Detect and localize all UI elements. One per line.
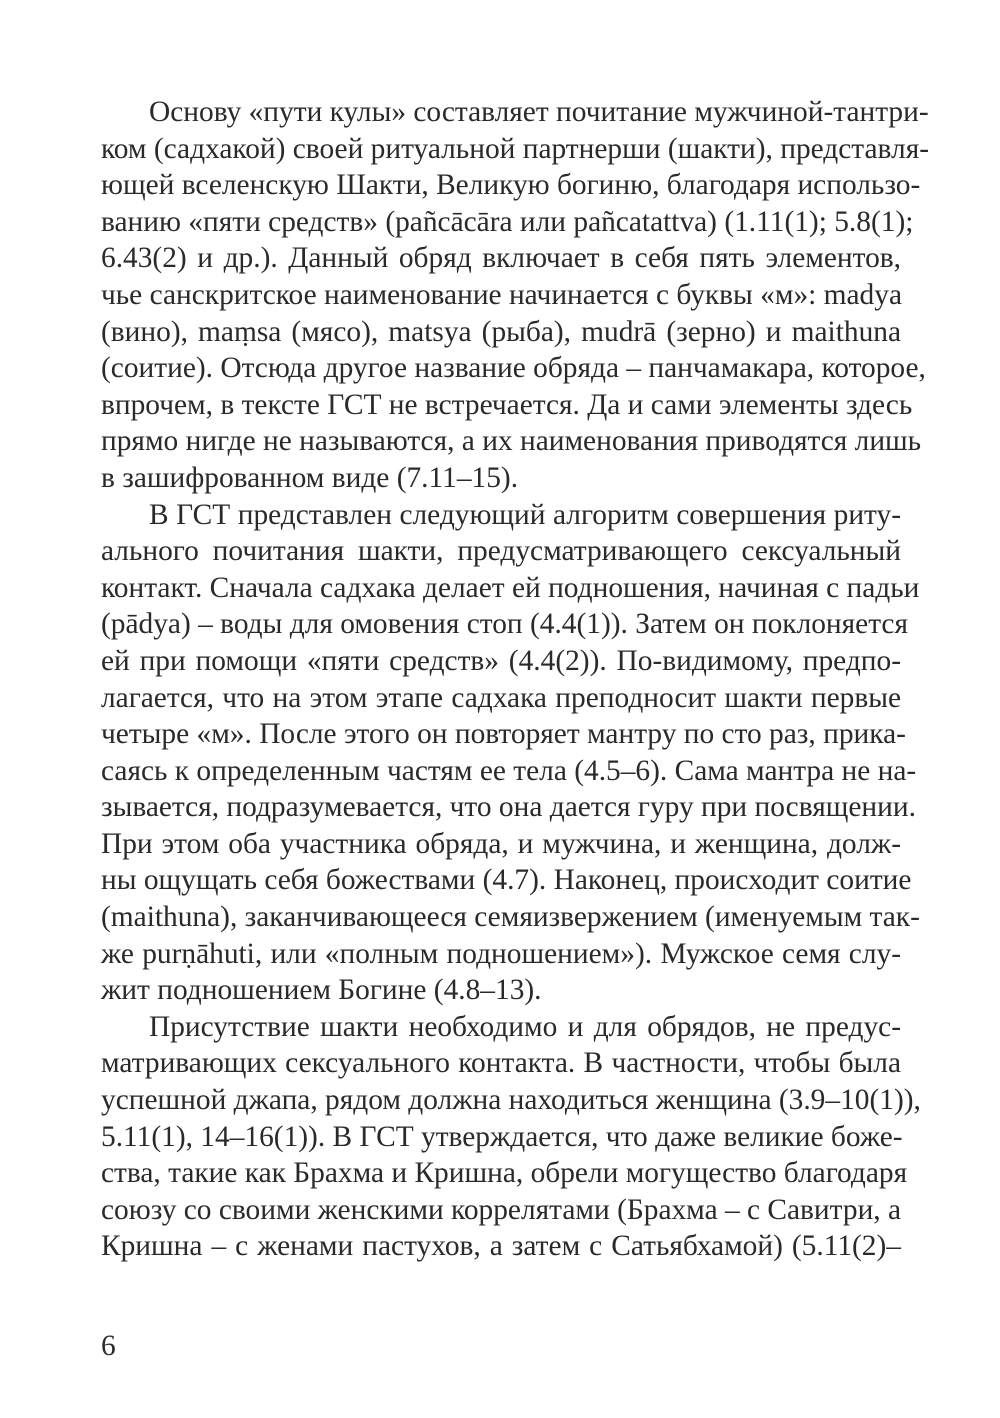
- text-line: Присутствие шакти необходимо и для обрядов, не предус-: [149, 1010, 901, 1043]
- text-line: союзу со своими женскими коррелятами (Брахма – с Савитри, а: [101, 1193, 902, 1226]
- text-line: (maithuna), заканчивающееся семяизвержением (именуемым так-: [101, 901, 920, 934]
- text-line: четыре «м». После этого он повторяет мантру по сто раз, прика-: [101, 718, 906, 751]
- body-text: [101, 94, 930, 1265]
- text-line: матривающих сексуального контакта. В частности, чтобы была: [101, 1047, 901, 1080]
- text-line: Основу «пути кулы» составляет почитание мужчиной-тантри-: [149, 96, 929, 128]
- text-line: ей при помощи «пяти средств» (4.4(2)). По-видимому, предпо-: [101, 644, 901, 677]
- text-line: лагается, что на этом этапе садхака преподносит шакти первые: [101, 681, 901, 714]
- text-line: ющей вселенскую Шакти, Великую богиню, благодаря использо-: [101, 169, 921, 202]
- text-line: чье санскритское наименование начинается с буквы «м»: madya: [101, 278, 902, 311]
- text-line: (pādya) – воды для омовения стоп (4.4(1)). Затем он поклоняется: [101, 608, 908, 641]
- text-line: зывается, подразумевается, что она дается гуру при посвящении.: [101, 791, 916, 824]
- text-line: ства, такие как Брахма и Кришна, обрели могущество благодаря: [101, 1157, 908, 1190]
- text-line: успешной джапа, рядом должна находиться женщина (3.9–10(1)),: [101, 1084, 921, 1117]
- text-line: Кришна – с женами пастухов, а затем с Сатьябхамой) (5.11(2)–: [101, 1230, 901, 1263]
- text-line: в зашифрованном виде (7.11–15).: [101, 461, 519, 494]
- text-line: (вино), maṃsa (мясо), matsya (рыба), mudrā (зерно) и maithuna: [101, 315, 901, 348]
- text-line: В ГСТ представлен следующий алгоритм совершения риту-: [149, 498, 901, 531]
- text-line: саясь к определенным частям ее тела (4.5–6). Сама мантра не на-: [101, 754, 917, 787]
- text-line: 6.43(2) и др.). Данный обряд включает в себя пять элементов,: [101, 242, 901, 275]
- text-line: ком (садхакой) своей ритуальной партнерши (шакти), представля-: [101, 132, 930, 165]
- text-line: ванию «пяти средств» (pañcācāra или pañcatattva) (1.11(1); 5.8(1);: [101, 205, 914, 238]
- text-line: (соитие). Отсюда другое название обряда – панчамакара, которое,: [101, 352, 926, 385]
- text-line: При этом оба участника обряда, и мужчина, и женщина, долж-: [101, 827, 901, 860]
- text-line: ны ощущать себя божествами (4.7). Наконец, происходит соитие: [101, 864, 912, 897]
- text-line: же purṇāhuti, или «полным подношением»). Мужское семя слу-: [101, 937, 901, 970]
- text-line: ального почитания шакти, предусматривающего сексуальный: [101, 535, 901, 568]
- text-line: жит подношением Богине (4.8–13).: [101, 974, 542, 1007]
- page-number: 6: [101, 1330, 116, 1362]
- text-line: контакт. Сначала садхака делает ей подношения, начиная с падьи: [101, 571, 920, 604]
- text-line: впрочем, в тексте ГСТ не встречается. Да и сами элементы здесь: [101, 388, 913, 421]
- text-line: прямо нигде не называются, а их наименования приводятся лишь: [101, 425, 922, 458]
- text-line: 5.11(1), 14–16(1)). В ГСТ утверждается, что даже великие боже-: [101, 1120, 903, 1153]
